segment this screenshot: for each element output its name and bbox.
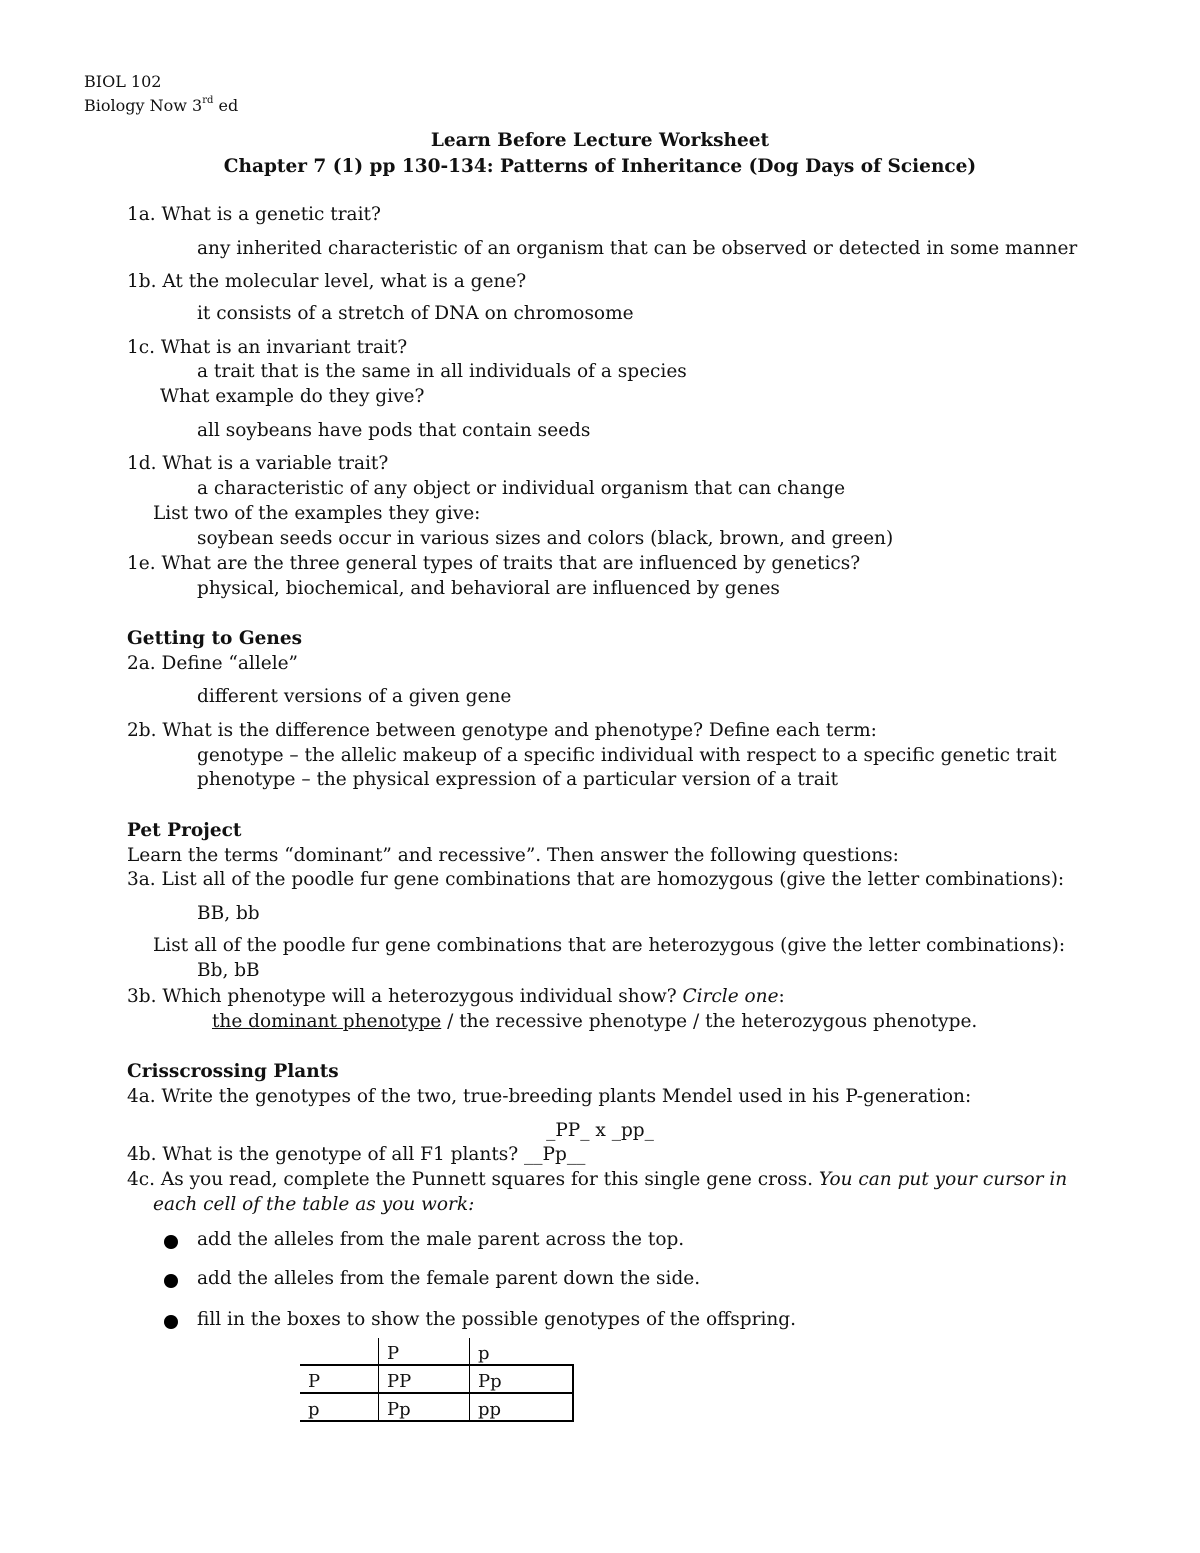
question-4c-continued: each cell of the table as you work: xyxy=(153,1194,475,1215)
answer-1e: physical, biochemical, and behavioral are influenced by genes xyxy=(197,578,780,599)
instruction-bullet-3: fill in the boxes to show the possible genotypes of the offspring. xyxy=(197,1309,797,1330)
punnett-cell[interactable]: PP xyxy=(379,1365,470,1393)
option-dominant-phenotype[interactable]: the dominant phenotype xyxy=(212,1011,442,1032)
answer-2a: different versions of a given gene xyxy=(197,686,512,707)
question-1d: 1d. What is a variable trait? xyxy=(127,453,389,474)
punnett-header-row xyxy=(300,1338,573,1365)
bullet-icon xyxy=(164,1235,178,1249)
question-3a-heterozygous: List all of the poodle fur gene combinations that are heterozygous (give the letter combinations): xyxy=(153,935,1066,956)
section3-intro: Learn the terms “dominant” and recessive”. Then answer the following questions: xyxy=(127,845,899,866)
bullet-icon xyxy=(164,1274,178,1288)
bullet-icon xyxy=(164,1315,178,1329)
question-1d-examples: List two of the examples they give: xyxy=(153,503,481,524)
section-heading-getting-to-genes: Getting to Genes xyxy=(127,628,303,649)
answer-2b-phenotype: phenotype – the physical expression of a particular version of a trait xyxy=(197,769,839,790)
instruction-bullet-1: add the alleles from the male parent across the top. xyxy=(197,1229,685,1250)
punnett-row xyxy=(300,1393,573,1421)
answer-2b-genotype: genotype – the allelic makeup of a specific individual with respect to a specific genetic trait xyxy=(197,745,1057,766)
punnett-cell[interactable]: pp xyxy=(470,1393,574,1421)
instruction-bullet-2: add the alleles from the female parent down the side. xyxy=(197,1268,701,1289)
question-1c-example: What example do they give? xyxy=(160,386,425,407)
answer-3b-options: the dominant phenotype / the recessive phenotype / the heterozygous phenotype. xyxy=(212,1011,978,1032)
question-4b: 4b. What is the genotype of all F1 plants? __Pp__ xyxy=(127,1144,586,1165)
question-1a: 1a. What is a genetic trait? xyxy=(127,204,381,225)
punnett-side-allele[interactable]: P xyxy=(300,1365,379,1393)
question-3b: 3b. Which phenotype will a heterozygous individual show? Circle one: xyxy=(127,986,785,1007)
book-title: Biology Now 3rd ed xyxy=(84,95,239,115)
answer-1d: a characteristic of any object or individual organism that can change xyxy=(197,478,846,499)
question-4a: 4a. Write the genotypes of the two, true-breeding plants Mendel used in his P-generation: xyxy=(127,1086,972,1107)
answer-1a: any inherited characteristic of an organism that can be observed or detected in some manner xyxy=(197,238,1078,259)
answer-3a-heterozygous: Bb, bB xyxy=(197,960,260,981)
question-1b: 1b. At the molecular level, what is a gene? xyxy=(127,271,527,292)
worksheet-subtitle: Chapter 7 (1) pp 130-134: Patterns of Inheritance (Dog Days of Science) xyxy=(223,156,977,177)
section-heading-crisscrossing-plants: Crisscrossing Plants xyxy=(127,1061,339,1082)
punnett-top-allele[interactable]: P xyxy=(379,1338,470,1365)
answer-1c: a trait that is the same in all individuals of a species xyxy=(197,361,687,382)
answer-3a: BB, bb xyxy=(197,903,260,924)
answer-1b: it consists of a stretch of DNA on chromosome xyxy=(197,303,634,324)
question-1c: 1c. What is an invariant trait? xyxy=(127,337,408,358)
punnett-cell[interactable]: Pp xyxy=(379,1393,470,1421)
course-code: BIOL 102 xyxy=(84,72,162,91)
question-1e: 1e. What are the three general types of traits that are influenced by genetics? xyxy=(127,553,861,574)
punnett-cell[interactable]: Pp xyxy=(470,1365,574,1393)
section-heading-pet-project: Pet Project xyxy=(127,820,242,841)
punnett-top-allele[interactable]: p xyxy=(470,1338,574,1365)
question-4c: 4c. As you read, complete the Punnett squares for this single gene cross. You can put your cursor in xyxy=(127,1169,1068,1190)
answer-1d-examples: soybean seeds occur in various sizes and colors (black, brown, and green) xyxy=(197,528,894,549)
worksheet-title: Learn Before Lecture Worksheet xyxy=(430,130,770,151)
answer-1c-example: all soybeans have pods that contain seeds xyxy=(197,420,591,441)
punnett-square-table xyxy=(300,1338,574,1422)
answer-4a: _PP_ x _pp_ xyxy=(546,1120,654,1141)
question-2a: 2a. Define “allele” xyxy=(127,653,299,674)
question-2b: 2b. What is the difference between genotype and phenotype? Define each term: xyxy=(127,720,877,741)
punnett-row xyxy=(300,1365,573,1393)
punnett-side-allele[interactable]: p xyxy=(300,1393,379,1421)
punnett-corner-cell[interactable] xyxy=(300,1338,379,1365)
question-3a: 3a. List all of the poodle fur gene combinations that are homozygous (give the letter combinations): xyxy=(127,869,1065,890)
